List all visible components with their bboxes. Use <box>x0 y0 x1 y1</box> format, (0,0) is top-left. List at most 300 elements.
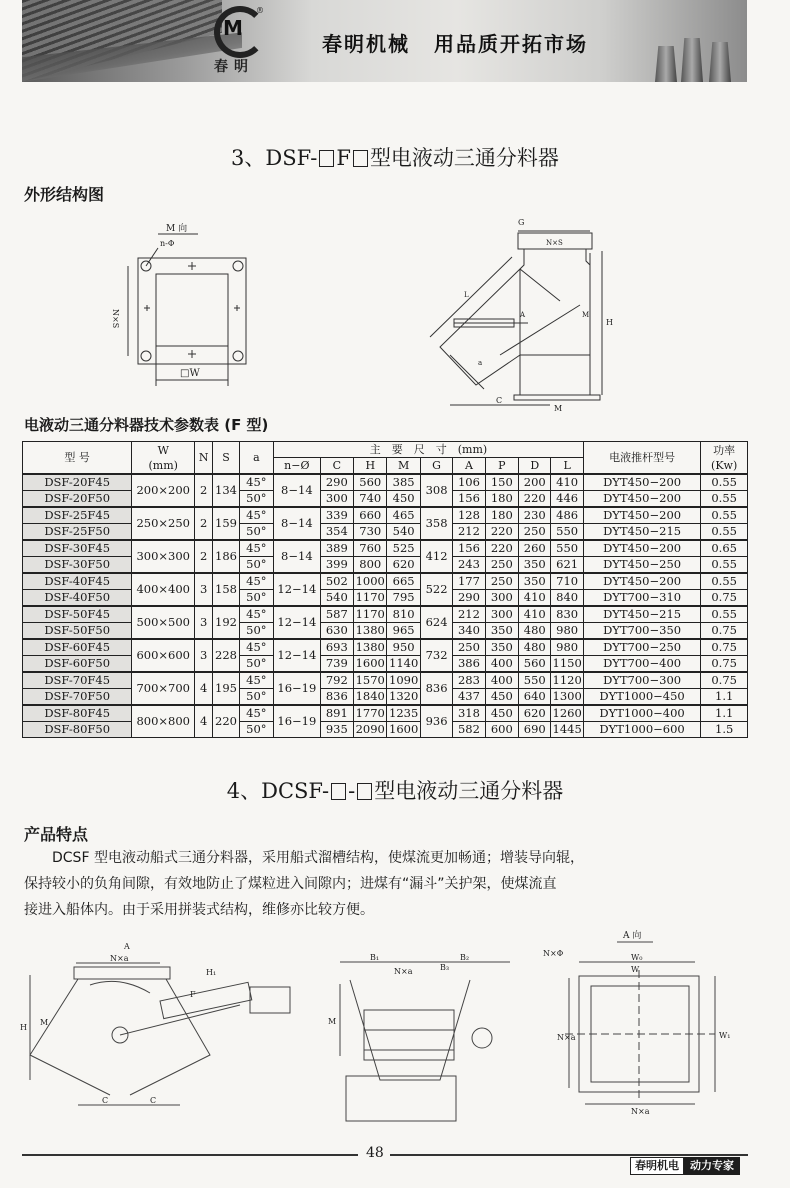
cell-w: 200×200 <box>132 474 195 507</box>
cell-p-dim: 300 <box>485 606 518 623</box>
svg-text:C: C <box>150 1096 157 1105</box>
cell-m: 950 <box>387 639 420 656</box>
svg-text:W₁: W₁ <box>719 1031 731 1040</box>
placeholder-box-icon <box>353 150 368 167</box>
cell-m: 465 <box>387 507 420 524</box>
svg-text:N×S: N×S <box>111 309 120 329</box>
svg-text:C: C <box>496 396 503 405</box>
cell-actuator: DYT1000−600 <box>583 722 700 738</box>
cell-m: 1235 <box>387 705 420 722</box>
cell-d-dim: 480 <box>519 639 551 656</box>
cell-a-dim: 340 <box>453 623 485 640</box>
cell-model: DSF-50F50 <box>23 623 132 640</box>
svg-text:G: G <box>518 218 525 227</box>
cell-p-dim: 220 <box>485 524 518 541</box>
cell-actuator: DYT450−215 <box>583 606 700 623</box>
cell-d-dim: 690 <box>519 722 551 738</box>
cell-power: 0.55 <box>701 606 748 623</box>
cell-power: 0.55 <box>701 491 748 508</box>
cell-g: 308 <box>420 474 452 507</box>
cell-angle: 45° <box>239 573 273 590</box>
cell-actuator: DYT450−215 <box>583 524 700 541</box>
cell-p-dim: 350 <box>485 623 518 640</box>
table-row <box>23 474 748 491</box>
cell-angle: 50° <box>239 557 273 574</box>
col-h: H <box>354 458 387 475</box>
cell-h: 560 <box>354 474 387 491</box>
cell-h: 730 <box>354 524 387 541</box>
col-actuator: 电液推杆型号 <box>583 442 700 475</box>
cell-m: 810 <box>387 606 420 623</box>
svg-text:N×Φ: N×Φ <box>543 949 564 958</box>
cell-l-dim: 840 <box>551 590 583 607</box>
cell-nphi: 16−19 <box>274 672 321 705</box>
cell-power: 0.55 <box>701 507 748 524</box>
header-slogan <box>322 28 588 57</box>
placeholder-box-icon <box>357 783 372 800</box>
cell-g: 936 <box>420 705 452 738</box>
section4-subheading: 产品特点 <box>24 825 89 844</box>
cell-model: DSF-60F50 <box>23 656 132 673</box>
cell-angle: 45° <box>239 507 273 524</box>
table-row <box>23 590 748 607</box>
cell-actuator: DYT700−250 <box>583 639 700 656</box>
cell-h: 2090 <box>354 722 387 738</box>
table-row <box>23 524 748 541</box>
cell-c: 739 <box>320 656 353 673</box>
cell-a-dim: 283 <box>453 672 485 689</box>
footer-rule-right <box>390 1154 748 1156</box>
cell-model: DSF-60F45 <box>23 639 132 656</box>
cell-g: 836 <box>420 672 452 705</box>
cell-g: 732 <box>420 639 452 672</box>
cell-l-dim: 410 <box>551 474 583 491</box>
cell-angle: 50° <box>239 656 273 673</box>
cell-g: 358 <box>420 507 452 540</box>
cell-h: 660 <box>354 507 387 524</box>
cell-a-dim: 212 <box>453 524 485 541</box>
cell-p-dim: 250 <box>485 557 518 574</box>
col-a: a <box>239 442 273 475</box>
table-row <box>23 491 748 508</box>
cell-c: 891 <box>320 705 353 722</box>
cell-nphi: 12−14 <box>274 606 321 639</box>
cell-power: 0.75 <box>701 672 748 689</box>
cell-actuator: DYT700−300 <box>583 672 700 689</box>
cell-p-dim: 150 <box>485 474 518 491</box>
cell-m: 1090 <box>387 672 420 689</box>
cell-model: DSF-30F45 <box>23 540 132 557</box>
svg-text:B₂: B₂ <box>460 953 470 962</box>
cell-n: 2 <box>195 507 213 540</box>
logo-letter: M <box>223 16 243 40</box>
cooling-towers-image <box>647 30 737 82</box>
section3-subheading: 外形结构图 <box>24 185 105 204</box>
cell-s: 186 <box>213 540 239 573</box>
cell-d-dim: 350 <box>519 573 551 590</box>
footer-brand-tagline: 动力专家 <box>684 1157 740 1175</box>
svg-text:M: M <box>582 311 590 319</box>
cell-l-dim: 1445 <box>552 722 582 736</box>
cell-power: 0.55 <box>701 474 748 491</box>
col-g: G <box>420 458 452 475</box>
cell-a-dim: 318 <box>453 705 485 722</box>
dcsf-side-diagram <box>320 940 520 1125</box>
cell-h: 1600 <box>354 656 387 673</box>
svg-text:□W: □W <box>180 368 200 379</box>
slogan-motto: 用品质开拓市场 <box>434 32 588 56</box>
cell-a-dim: 106 <box>453 474 485 491</box>
svg-text:A: A <box>124 942 130 951</box>
cell-actuator: DYT700−350 <box>583 623 700 640</box>
cell-g: 412 <box>420 540 452 573</box>
cell-angle: 50° <box>239 491 273 508</box>
cell-s: 228 <box>213 639 239 672</box>
cell-l-dim: 550 <box>551 540 583 557</box>
table-row <box>23 606 748 623</box>
cell-h: 800 <box>354 557 387 574</box>
cell-w: 700×700 <box>132 672 195 705</box>
cell-p-dim: 300 <box>485 590 518 607</box>
cell-nphi: 12−14 <box>274 639 321 672</box>
cell-angle: 50° <box>239 722 273 738</box>
paragraph-line: DCSF 型电液动船式三通分料器，采用船式溜槽结构，使煤流更加畅通；增装导向辊， <box>52 850 584 866</box>
cell-s: 134 <box>213 474 239 507</box>
splitter-elevation-diagram <box>420 205 640 415</box>
svg-text:A: A <box>520 311 526 319</box>
table-row <box>23 705 748 722</box>
cell-n: 3 <box>195 606 213 639</box>
svg-text:M: M <box>40 1018 49 1027</box>
cell-p-dim: 400 <box>485 656 518 673</box>
cell-g: 624 <box>420 606 452 639</box>
svg-text:N×a: N×a <box>394 967 413 976</box>
cell-l-dim: 446 <box>551 491 583 508</box>
placeholder-box-icon <box>331 783 346 800</box>
cell-n: 3 <box>195 639 213 672</box>
cell-h: 1380 <box>354 623 387 640</box>
cell-nphi: 8−14 <box>274 507 321 540</box>
cell-h: 1570 <box>354 672 387 689</box>
table-row <box>23 656 748 673</box>
cell-d-dim: 220 <box>519 491 551 508</box>
svg-text:N×a: N×a <box>557 1033 576 1042</box>
cell-m: 965 <box>387 623 420 640</box>
cell-nphi: 8−14 <box>274 540 321 573</box>
cell-actuator: DYT700−400 <box>583 656 700 673</box>
svg-text:B₃: B₃ <box>440 963 450 972</box>
cell-nphi: 8−14 <box>274 474 321 507</box>
dcsf-a-view-diagram <box>535 920 750 1120</box>
cell-m: 540 <box>387 524 420 541</box>
cell-s: 192 <box>213 606 239 639</box>
cell-g: 522 <box>420 573 452 606</box>
cell-model: DSF-70F50 <box>23 689 132 706</box>
spec-table-title: 电液动三通分料器技术参数表 (F 型) <box>24 416 269 434</box>
cell-p-dim: 180 <box>485 491 518 508</box>
cell-s: 159 <box>213 507 239 540</box>
cell-p-dim: 350 <box>485 639 518 656</box>
cell-power: 0.55 <box>701 524 748 541</box>
cell-d-dim: 350 <box>519 557 551 574</box>
product-features-paragraph <box>24 845 754 923</box>
cell-angle: 45° <box>239 540 273 557</box>
cell-c: 935 <box>320 722 353 738</box>
cell-h: 1770 <box>354 705 387 722</box>
table-row <box>23 623 748 640</box>
svg-text:N×S: N×S <box>546 239 563 247</box>
cell-c: 540 <box>320 590 353 607</box>
cell-model: DSF-25F50 <box>23 524 132 541</box>
cell-power: 0.75 <box>701 656 748 673</box>
col-l: L <box>551 458 583 475</box>
cell-a-dim: 290 <box>453 590 485 607</box>
col-model: 型 号 <box>23 442 132 475</box>
cell-a-dim: 437 <box>453 689 485 706</box>
cell-nphi: 12−14 <box>274 573 321 606</box>
cell-angle: 45° <box>239 474 273 491</box>
cell-model: DSF-50F45 <box>23 606 132 623</box>
svg-text:B₁: B₁ <box>370 953 380 962</box>
cell-c: 389 <box>320 540 353 557</box>
footer-brand-badge <box>630 1157 740 1175</box>
svg-text:C: C <box>102 1096 109 1105</box>
cell-h: 1170 <box>354 590 387 607</box>
spec-table-body <box>23 474 748 738</box>
cell-power: 0.55 <box>701 557 748 574</box>
cell-n: 3 <box>195 573 213 606</box>
svg-text:W: W <box>631 965 640 974</box>
registered-mark: ® <box>256 6 264 15</box>
cell-s: 220 <box>213 705 239 738</box>
spec-table <box>22 441 748 738</box>
cell-w: 500×500 <box>132 606 195 639</box>
col-power: 功率 (Kw) <box>701 442 748 475</box>
col-group-main-dims: 主 要 尺 寸 (mm) <box>274 442 584 458</box>
cell-d-dim: 620 <box>519 705 551 722</box>
cell-h: 1380 <box>354 639 387 656</box>
cell-w: 600×600 <box>132 639 195 672</box>
svg-text:W₀: W₀ <box>631 953 643 962</box>
cell-a-dim: 156 <box>453 491 485 508</box>
cell-p-dim: 250 <box>485 573 518 590</box>
section3-title: 3、DSF- F 型电液动三通分料器 <box>231 146 559 170</box>
cell-power: 0.65 <box>701 540 748 557</box>
cell-l-dim: 980 <box>551 639 583 656</box>
cell-angle: 50° <box>239 689 273 706</box>
cell-model: DSF-40F50 <box>23 590 132 607</box>
cell-actuator: DYT450−200 <box>583 474 700 491</box>
cell-power: 1.1 <box>701 689 748 706</box>
cell-model: DSF-80F45 <box>23 705 132 722</box>
cell-actuator: DYT450−250 <box>583 557 700 574</box>
cell-actuator: DYT450−200 <box>583 491 700 508</box>
cell-model: DSF-40F45 <box>23 573 132 590</box>
cell-p-dim: 450 <box>485 705 518 722</box>
placeholder-box-icon <box>319 150 334 167</box>
cell-power: 1.1 <box>701 705 748 722</box>
cell-c: 630 <box>320 623 353 640</box>
svg-text:N×a: N×a <box>631 1107 650 1116</box>
cell-angle: 50° <box>239 623 273 640</box>
cell-l-dim: 1150 <box>552 656 582 670</box>
cell-model: DSF-20F45 <box>23 474 132 491</box>
svg-text:L: L <box>464 291 469 299</box>
cell-model: DSF-80F50 <box>23 722 132 738</box>
cell-actuator: DYT450−200 <box>583 540 700 557</box>
cell-d-dim: 560 <box>519 656 551 673</box>
cell-angle: 45° <box>239 606 273 623</box>
paragraph-line: 保持较小的负角间隙，有效地防止了煤粒进入间隙内；进煤有“漏斗”关护架，使煤流直 <box>24 876 557 892</box>
cell-d-dim: 260 <box>519 540 551 557</box>
table-row <box>23 540 748 557</box>
cell-d-dim: 250 <box>519 524 551 541</box>
cell-n: 2 <box>195 540 213 573</box>
cell-h: 740 <box>354 491 387 508</box>
cell-m: 620 <box>387 557 420 574</box>
cell-d-dim: 410 <box>519 606 551 623</box>
cell-n: 4 <box>195 672 213 705</box>
cell-power: 0.55 <box>701 573 748 590</box>
cell-s: 195 <box>213 672 239 705</box>
cell-n: 4 <box>195 705 213 738</box>
footer-brand-name: 春明机电 <box>630 1157 684 1175</box>
cell-m: 1140 <box>387 656 420 673</box>
cell-p-dim: 400 <box>485 672 518 689</box>
cell-l-dim: 710 <box>551 573 583 590</box>
cell-a-dim: 128 <box>453 507 485 524</box>
cell-d-dim: 410 <box>519 590 551 607</box>
cell-l-dim: 550 <box>551 524 583 541</box>
svg-text:A 向: A 向 <box>623 931 642 941</box>
cell-l-dim: 486 <box>551 507 583 524</box>
cell-p-dim: 600 <box>485 722 518 738</box>
table-row <box>23 639 748 656</box>
col-p: P <box>485 458 518 475</box>
cell-d-dim: 640 <box>519 689 551 706</box>
cell-c: 693 <box>320 639 353 656</box>
cell-a-dim: 582 <box>453 722 485 738</box>
dcsf-front-diagram <box>10 935 300 1115</box>
cell-c: 792 <box>320 672 353 689</box>
svg-text:n-Φ: n-Φ <box>160 239 175 248</box>
cell-p-dim: 220 <box>485 540 518 557</box>
cell-l-dim: 621 <box>551 557 583 574</box>
cell-c: 587 <box>320 606 353 623</box>
col-w: W (mm) <box>132 442 195 475</box>
svg-text:H₁: H₁ <box>206 968 217 977</box>
cell-model: DSF-25F45 <box>23 507 132 524</box>
cell-c: 399 <box>320 557 353 574</box>
cell-c: 502 <box>320 573 353 590</box>
cell-model: DSF-70F45 <box>23 672 132 689</box>
logo-text: 春明 <box>214 59 254 75</box>
cell-c: 300 <box>320 491 353 508</box>
header-banner <box>22 0 747 82</box>
page-number: 48 <box>366 1145 384 1161</box>
cell-power: 0.75 <box>701 639 748 656</box>
paragraph-line: 接进入船体内。由于采用拼装式结构，维修亦比较方便。 <box>24 902 374 918</box>
cell-c: 290 <box>320 474 353 491</box>
cell-m: 450 <box>387 491 420 508</box>
cell-h: 1170 <box>354 606 387 623</box>
table-row <box>23 672 748 689</box>
col-m: M <box>387 458 420 475</box>
cell-model: DSF-20F50 <box>23 491 132 508</box>
slogan-company: 春明机械 <box>322 32 410 56</box>
svg-text:M: M <box>554 404 563 413</box>
cell-model: DSF-30F50 <box>23 557 132 574</box>
cell-a-dim: 177 <box>453 573 485 590</box>
flange-m-view-diagram <box>108 218 258 388</box>
cell-h: 1000 <box>354 573 387 590</box>
cell-c: 836 <box>320 689 353 706</box>
cell-l-dim: 1300 <box>552 689 582 703</box>
cell-p-dim: 180 <box>485 507 518 524</box>
cell-m: 525 <box>387 540 420 557</box>
svg-text:N×a: N×a <box>110 954 129 963</box>
cell-actuator: DYT1000−450 <box>583 689 700 706</box>
cell-w: 300×300 <box>132 540 195 573</box>
svg-text:F: F <box>190 990 196 999</box>
cell-a-dim: 386 <box>453 656 485 673</box>
cell-angle: 50° <box>239 590 273 607</box>
cell-a-dim: 243 <box>453 557 485 574</box>
cell-p-dim: 450 <box>485 689 518 706</box>
cell-actuator: DYT450−200 <box>583 573 700 590</box>
cell-m: 665 <box>387 573 420 590</box>
svg-text:M: M <box>328 1017 337 1026</box>
col-nphi: n−Ø <box>274 458 321 475</box>
table-row <box>23 689 748 706</box>
svg-text:H: H <box>606 318 613 327</box>
svg-text:M 向: M 向 <box>166 224 188 234</box>
col-s: S <box>213 442 239 475</box>
cell-angle: 45° <box>239 639 273 656</box>
cell-nphi: 16−19 <box>274 705 321 738</box>
cell-power: 0.75 <box>701 590 748 607</box>
footer-rule-left <box>22 1154 358 1156</box>
cell-s: 158 <box>213 573 239 606</box>
svg-text:H: H <box>20 1023 27 1032</box>
cell-angle: 45° <box>239 705 273 722</box>
cell-l-dim: 1120 <box>552 673 582 687</box>
cell-h: 1840 <box>354 689 387 706</box>
cell-d-dim: 550 <box>519 672 551 689</box>
cell-a-dim: 156 <box>453 540 485 557</box>
cell-d-dim: 230 <box>519 507 551 524</box>
cell-m: 1320 <box>387 689 420 706</box>
cell-h: 760 <box>354 540 387 557</box>
cell-actuator: DYT700−310 <box>583 590 700 607</box>
cell-actuator: DYT1000−400 <box>583 705 700 722</box>
col-n: N <box>195 442 213 475</box>
cell-power: 0.75 <box>701 623 748 640</box>
cell-n: 2 <box>195 474 213 507</box>
company-logo <box>212 6 266 76</box>
cell-l-dim: 830 <box>551 606 583 623</box>
section4-title: 4、DCSF- - 型电液动三通分料器 <box>226 779 564 803</box>
cell-m: 385 <box>387 474 420 491</box>
cell-angle: 45° <box>239 672 273 689</box>
cell-power: 1.5 <box>701 722 748 738</box>
cell-actuator: DYT450−200 <box>583 507 700 524</box>
table-row <box>23 557 748 574</box>
cell-m: 795 <box>387 590 420 607</box>
cell-w: 800×800 <box>132 705 195 738</box>
cell-a-dim: 212 <box>453 606 485 623</box>
col-a-dim: A <box>453 458 485 475</box>
